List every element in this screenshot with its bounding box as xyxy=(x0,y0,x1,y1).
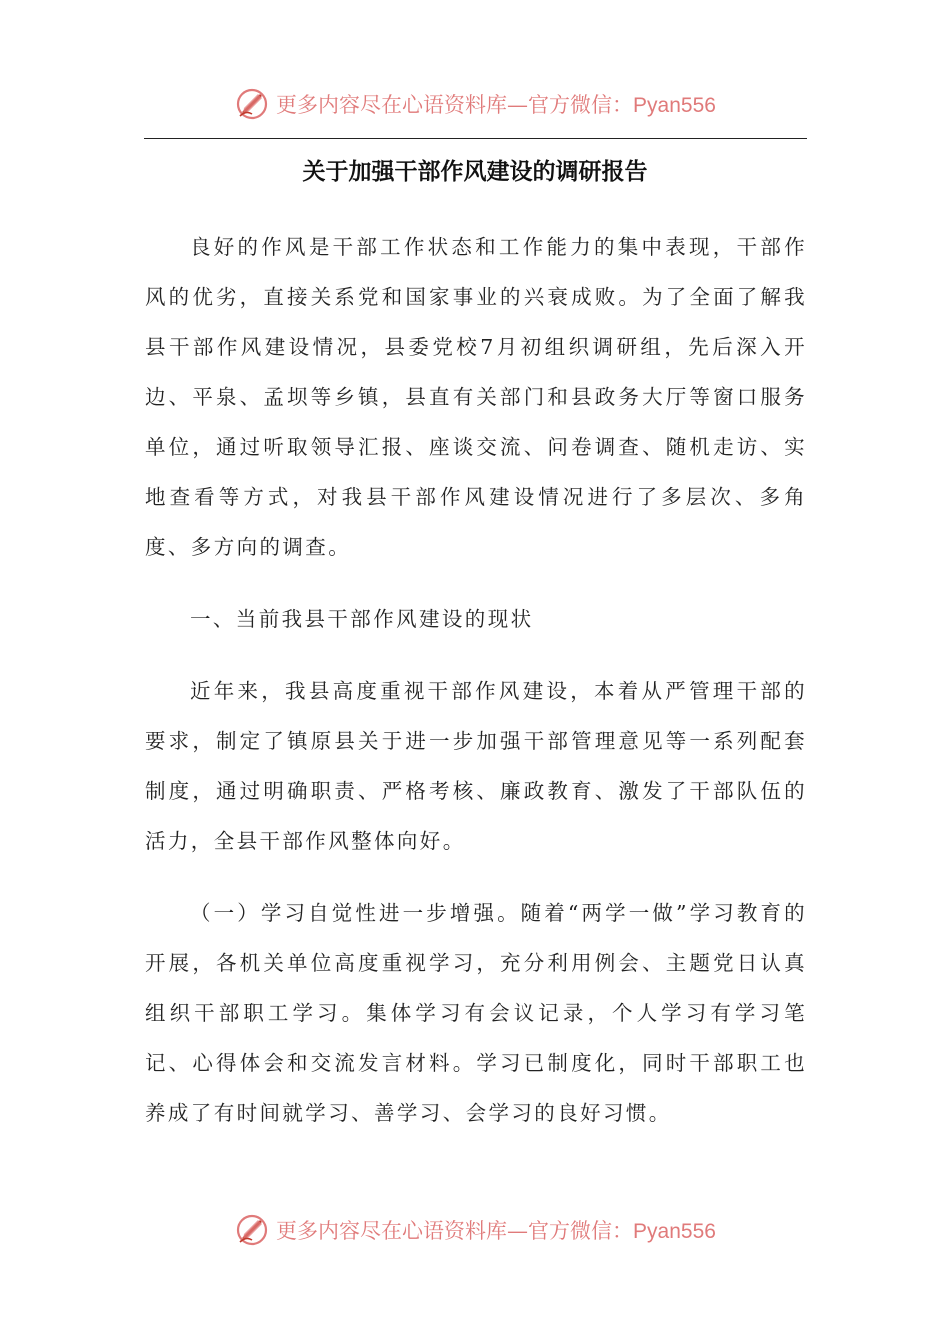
document-title: 关于加强干部作风建设的调研报告 xyxy=(302,159,648,185)
pen-circle-logo-icon xyxy=(234,1212,270,1248)
paragraph-status: 近年来，我县高度重视干部作风建设，本着从严管理干部的要求，制定了镇原县关于进一步加强干部管理意见等一系列配套制度，通过明确职责、严格考核、廉政教育、激发了干部队伍的活力，全县干部作风整体向好。 xyxy=(145,679,807,853)
header-divider xyxy=(144,138,807,139)
watermark-text: 更多内容尽在心语资料库—官方微信：Pyan556 xyxy=(276,93,716,117)
footer-watermark xyxy=(0,1210,950,1250)
paragraph-study: （一）学习自觉性进一步增强。随着“两学一做”学习教育的开展，各机关单位高度重视学习，充分利用例会、主题党日认真组织干部职工学习。集体学习有会议记录，个人学习有学习笔记、心得体会和交流发言材料。学习已制度化，同时干部职工也养成了有时间就学习、善学习、会学习的良好习惯。 xyxy=(145,901,807,1125)
paragraph-intro: 良好的作风是干部工作状态和工作能力的集中表现，干部作风的优劣，直接关系党和国家事业的兴衰成败。为了全面了解我县干部作风建设情况，县委党校7月初组织调研组，先后深入开边、平泉、孟坝等乡镇，县直有关部门和县政务大厅等窗口服务单位，通过听取领导汇报、座谈交流、问卷调查、随机走访、实地查看等方式，对我县干部作风建设情况进行了多层次、多角度、多方向的调查。 xyxy=(145,235,807,559)
document-body xyxy=(145,222,807,1138)
pen-circle-logo-icon xyxy=(234,86,270,122)
watermark-handle: Pyan556 xyxy=(633,94,716,117)
watermark-text: 更多内容尽在心语资料库—官方微信：Pyan556 xyxy=(276,1219,716,1243)
watermark-handle: Pyan556 xyxy=(633,1220,716,1243)
header-watermark xyxy=(0,84,950,124)
section-heading: 一、当前我县干部作风建设的现状 xyxy=(190,607,534,631)
